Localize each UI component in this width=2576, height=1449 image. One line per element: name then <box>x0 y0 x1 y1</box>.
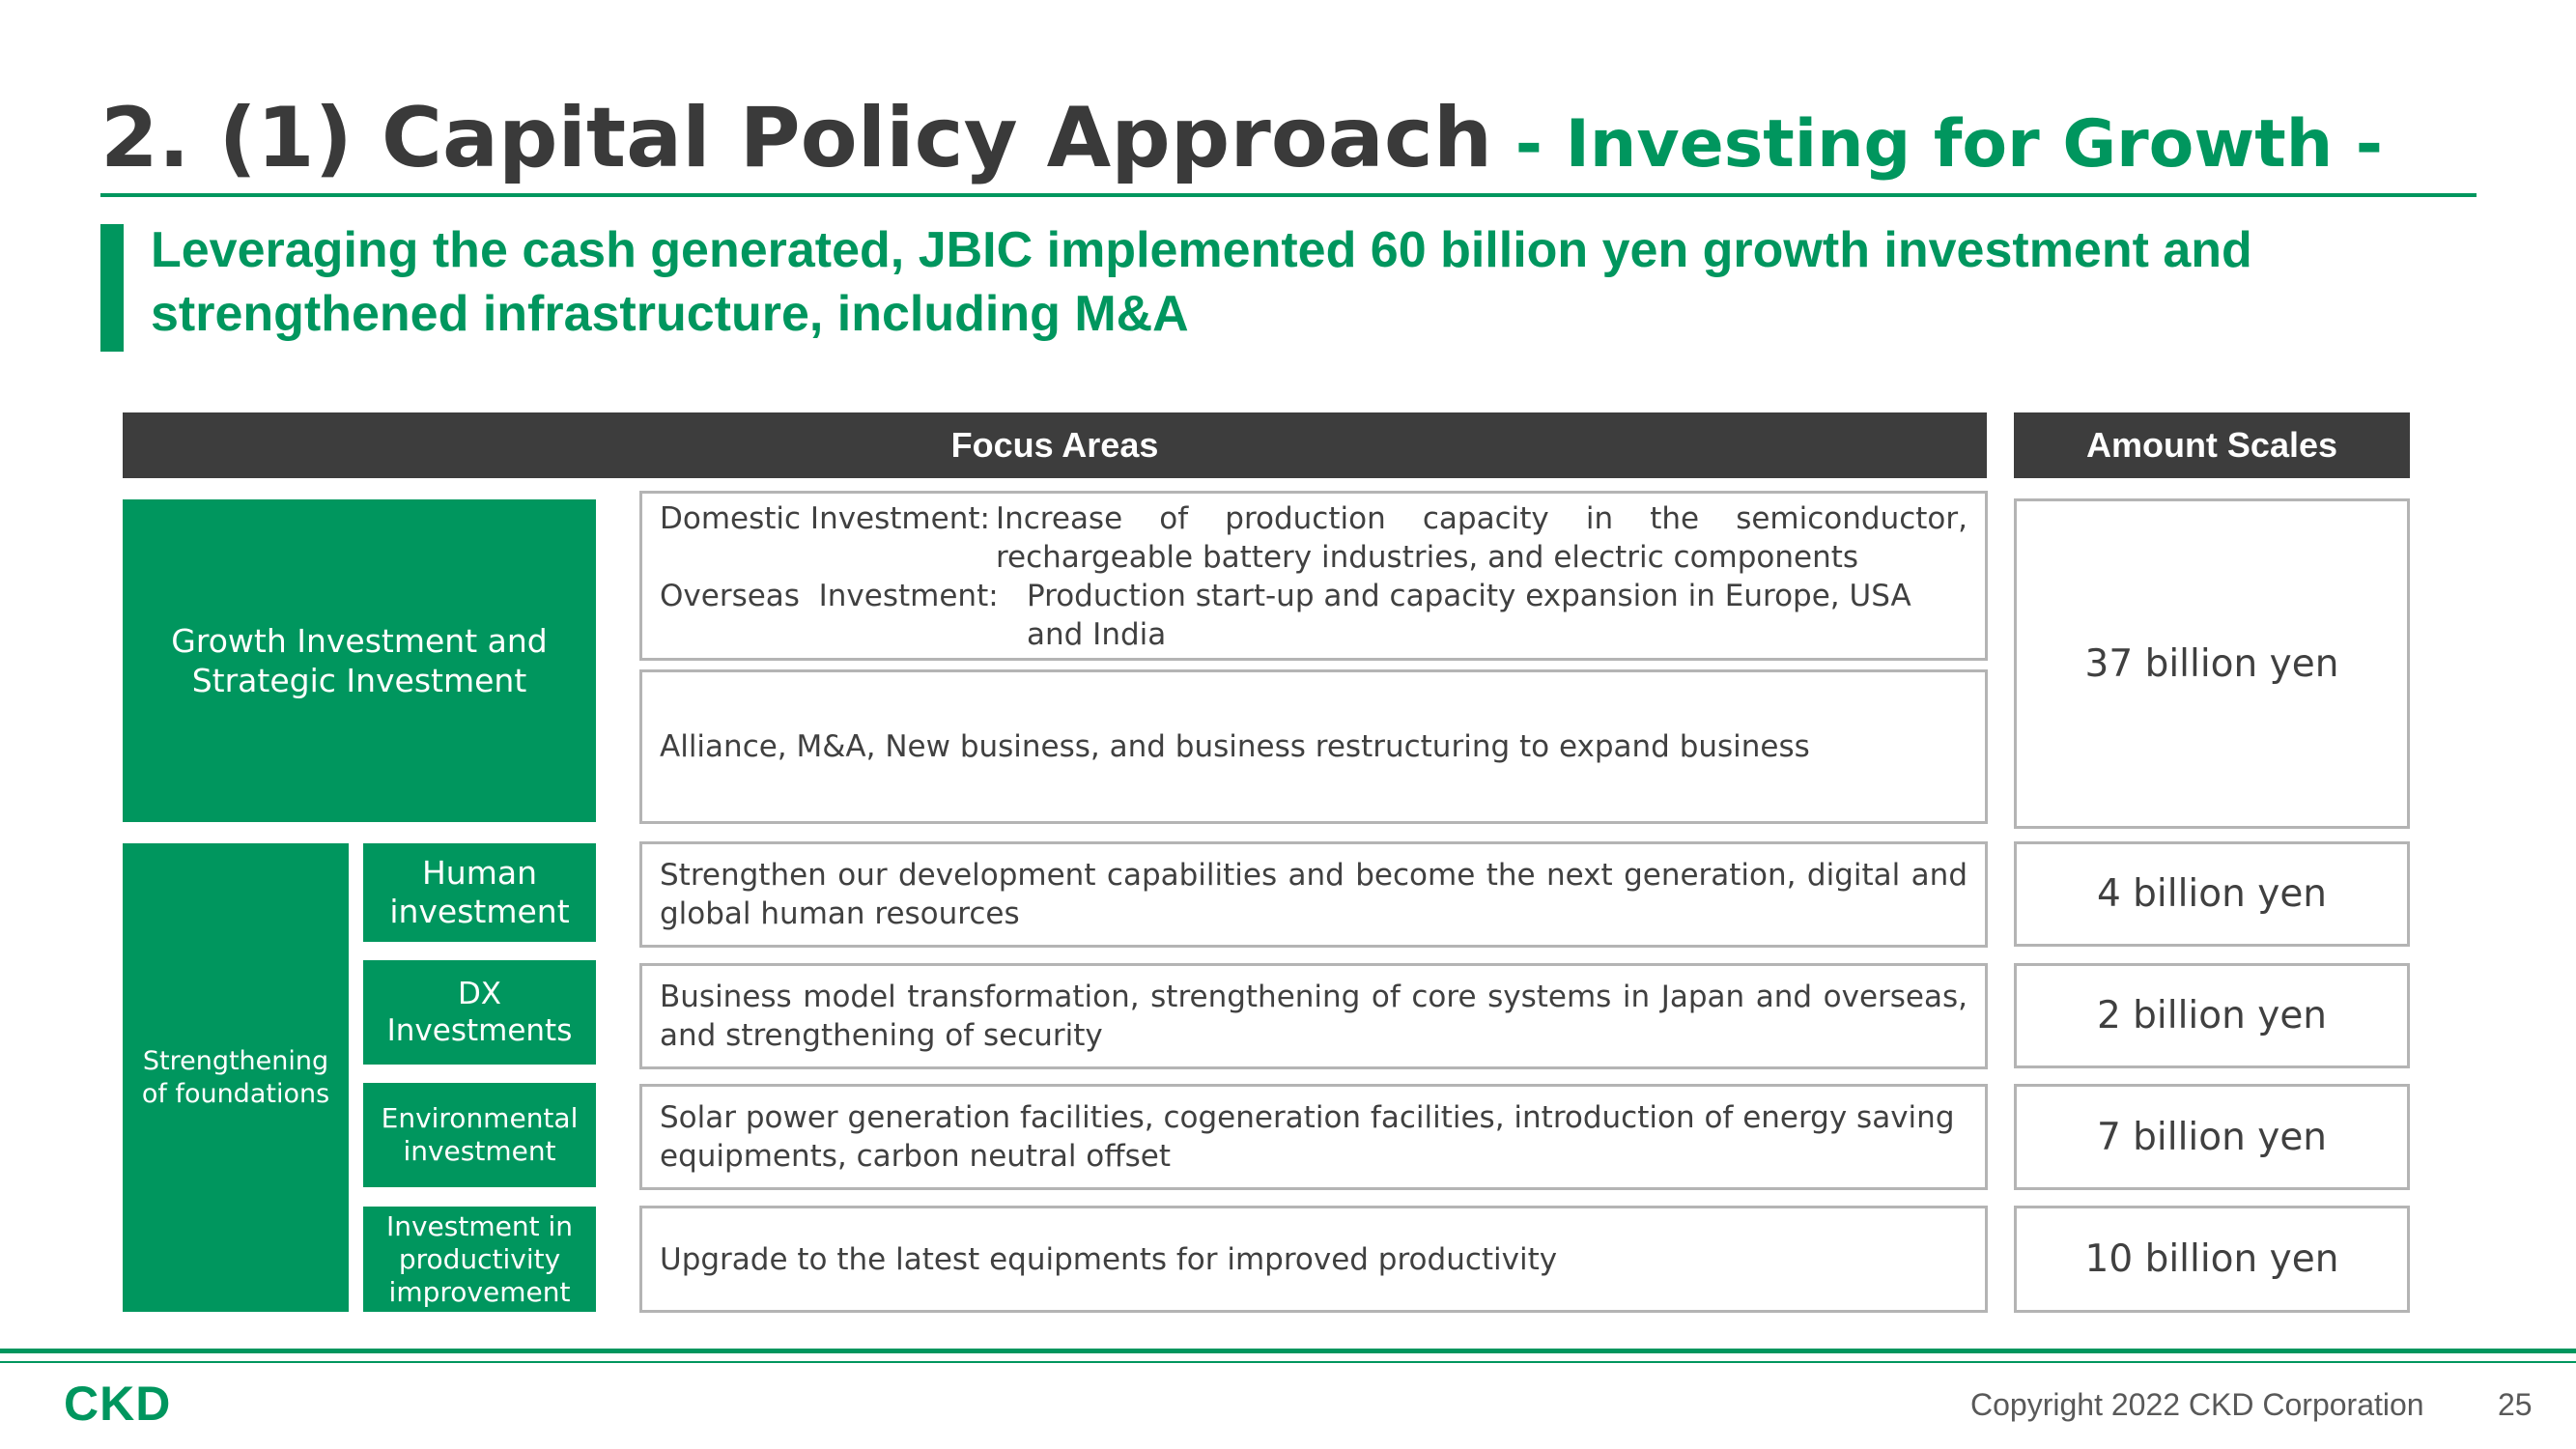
overseas-investment-text: Production start-up and capacity expansion in Europe, USA and India <box>1027 579 1911 652</box>
page-title <box>100 85 2383 198</box>
category-environmental-investment: Environmental investment <box>363 1083 596 1187</box>
environmental-description: Solar power generation facilities, cogeneration facilities, introduction of energy saving equipments, carbon neutral offset <box>660 1100 1955 1174</box>
human-investment-amount-box <box>2014 841 2410 947</box>
alliance-text: Alliance, M&A, New business, and business restructuring to expand business <box>660 729 1810 764</box>
environmental-amount: 7 billion yen <box>2096 1115 2328 1159</box>
productivity-amount: 10 billion yen <box>2084 1237 2339 1281</box>
growth-amount-box <box>2014 498 2410 829</box>
environmental-description-box <box>639 1084 1988 1190</box>
dx-amount-box <box>2014 963 2410 1068</box>
category-dx-investments: DX Investments <box>363 960 596 1065</box>
header-amount-scales: Amount Scales <box>2014 412 2410 478</box>
page-title-sub: - Investing for Growth - <box>1492 106 2384 183</box>
human-investment-description-box <box>639 841 1988 948</box>
footer-divider-thick <box>0 1349 2576 1353</box>
domestic-investment-row <box>660 499 1967 577</box>
lead-text: Leveraging the cash generated, JBIC implemented 60 billion yen growth investment and strengthened infrastructure, including M&A <box>151 222 2252 342</box>
domestic-investment-text: Increase of production capacity in the semiconductor, rechargeable battery industries, and electric components <box>995 501 1967 575</box>
productivity-description-box <box>639 1206 1988 1313</box>
ckd-logo: CKD <box>64 1377 172 1431</box>
growth-amount: 37 billion yen <box>2084 641 2339 686</box>
productivity-amount-box <box>2014 1206 2410 1313</box>
title-divider <box>100 193 2477 197</box>
category-human-investment: Human investment <box>363 843 596 942</box>
domestic-investment-label: Domestic Investment: <box>660 501 990 536</box>
page-title-main: 2. (1) Capital Policy Approach <box>100 90 1493 186</box>
productivity-description: Upgrade to the latest equipments for improved productivity <box>660 1241 1558 1277</box>
dx-amount: 2 billion yen <box>2096 994 2328 1037</box>
growth-investment-label: Growth Investment and Strategic Investment <box>123 499 596 822</box>
page-number: 25 <box>2498 1387 2533 1422</box>
overseas-investment-row <box>660 577 1967 654</box>
human-investment-description: Strengthen our development capabilities and become the next generation, digital and global human resources <box>660 858 1967 931</box>
environmental-amount-box <box>2014 1084 2410 1190</box>
dx-description: Business model transformation, strengthening of core systems in Japan and overseas, and strengthening of security <box>660 980 1967 1053</box>
copyright-text: Copyright 2022 CKD Corporation <box>1970 1387 2424 1422</box>
category-productivity-investment: Investment in productivity improvement <box>363 1207 596 1312</box>
human-investment-amount: 4 billion yen <box>2096 872 2328 916</box>
foundations-label: Strengthening of foundations <box>123 843 349 1312</box>
header-focus-areas: Focus Areas <box>123 412 1987 478</box>
alliance-description-box <box>639 669 1988 824</box>
lead-accent-bar <box>100 224 124 352</box>
dx-description-box <box>639 963 1988 1069</box>
footer-divider-thin <box>0 1361 2576 1363</box>
overseas-investment-label: Overseas Investment: <box>660 579 1008 613</box>
growth-description-box <box>639 491 1988 661</box>
